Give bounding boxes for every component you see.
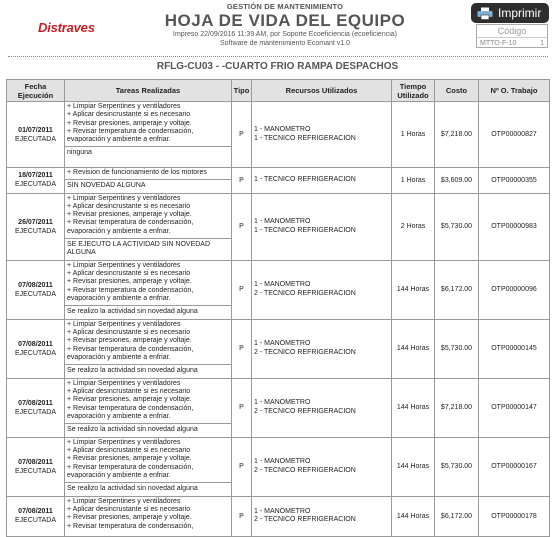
company-logo: Distraves	[38, 20, 95, 35]
table-header-row	[7, 80, 550, 102]
cost-cell: $7,218.00	[435, 378, 479, 437]
resources-cell	[252, 102, 392, 168]
execution-status: EJECUTADA	[14, 290, 57, 298]
work-order-cell: OTP00000167	[479, 437, 550, 496]
task-line: + Revision de funcionamiento de los motores	[67, 169, 207, 176]
task-line: + Revisar temperatura de condensación,	[67, 345, 194, 353]
time-cell: 2 Horas	[392, 193, 435, 260]
resource-line: 1 - MANOMETRO	[254, 218, 311, 226]
execution-status: EJECUTADA	[14, 408, 57, 416]
observation-line: SIN NOVEDAD ALGUNA	[67, 182, 146, 190]
table-row	[7, 260, 550, 319]
task-line: evaporación y ambiente a enfriar.	[67, 227, 171, 235]
task-line: + Revisar temperatura de condensación,	[67, 127, 194, 135]
task-line: + Revisar temperatura de condensación,	[67, 463, 194, 471]
cost-cell: $3,609.00	[435, 168, 479, 194]
report-header	[0, 0, 555, 60]
document-code-box	[476, 24, 548, 48]
col-header-recursos: Recursos Utilizados	[252, 80, 392, 102]
time-cell: 144 Horas	[392, 378, 435, 437]
cost-cell: $6,172.00	[435, 260, 479, 319]
execution-status: EJECUTADA	[14, 181, 57, 189]
printed-info: Impreso 22/09/2016 11:39 AM, por Soporte Ecoeficiencia (ecoeficiencia)	[173, 31, 397, 38]
task-line: + Revisar temperatura de condensación,	[67, 522, 194, 530]
table-row	[7, 319, 550, 378]
resource-line: 2 - TECNICO REFRIGERACION	[254, 407, 356, 415]
observation-line: ninguna	[67, 149, 92, 157]
observation	[65, 482, 231, 494]
work-order-cell: OTP00000096	[479, 260, 550, 319]
execution-date: 18/07/2011	[18, 172, 53, 180]
col-header-tareas: Tareas Realizadas	[65, 80, 232, 102]
task-line: + Revisar presiones, amperaje y voltaje.	[67, 119, 192, 127]
task-line: + Aplicar desincrustante si es necesario	[67, 328, 191, 336]
col-header-tipo: Tipo	[232, 80, 252, 102]
title-block	[150, 2, 420, 48]
table-row	[7, 102, 550, 168]
execution-date: 01/07/2011	[18, 126, 53, 134]
execution-status: EJECUTADA	[14, 517, 57, 525]
print-button-label: Imprimir	[498, 6, 542, 20]
resources-cell	[252, 378, 392, 437]
software-info: Software de mantenimiento Ecomant v1.0	[220, 40, 350, 47]
task-line: + Revisar presiones, amperaje y voltaje.	[67, 396, 192, 404]
cost-cell: $5,730.00	[435, 319, 479, 378]
tipo-cell: P	[232, 496, 252, 536]
observation-line: Se realizo la actividad sin novedad alguna	[67, 367, 198, 375]
col-header-tiempo: Tiempo Utilizado	[392, 80, 435, 102]
task-line: + Limpiar Serpentines y ventiladores	[67, 261, 181, 269]
code-version: 1	[540, 40, 544, 47]
resource-line: 2 - TECNICO REFRIGERACION	[254, 516, 356, 524]
work-order-cell: OTP00000147	[479, 378, 550, 437]
table-row	[7, 168, 550, 194]
task-line: + Aplicar desincrustante si es necesario	[67, 202, 191, 210]
tasks-cell	[65, 193, 232, 260]
execution-status: EJECUTADA	[14, 349, 57, 357]
resources-cell	[252, 193, 392, 260]
execution-date-cell	[7, 437, 65, 496]
cost-cell: $6,172.00	[435, 496, 479, 536]
task-line: + Limpiar Serpentines y ventiladores	[67, 103, 181, 110]
work-order-cell: OTP00000983	[479, 193, 550, 260]
cost-cell: $5,730.00	[435, 193, 479, 260]
execution-date-cell	[7, 260, 65, 319]
code-label: Código	[477, 25, 547, 38]
task-line: + Limpiar Serpentines y ventiladores	[67, 438, 181, 446]
task-line: + Revisar presiones, amperaje y voltaje.	[67, 455, 192, 463]
task-line: + Aplicar desincrustante si es necesario	[67, 446, 191, 454]
table-row	[7, 437, 550, 496]
printer-icon	[477, 7, 493, 20]
task-line: + Revisar presiones, amperaje y voltaje.	[67, 514, 192, 522]
task-line: + Revisar presiones, amperaje y voltaje.	[67, 211, 192, 219]
task-line: + Revisar presiones, amperaje y voltaje.	[67, 337, 192, 345]
tasks-cell	[65, 102, 232, 168]
tasks-cell	[65, 319, 232, 378]
table-row	[7, 378, 550, 437]
tasks-cell	[65, 378, 232, 437]
task-line: evaporación y ambiente a enfriar.	[67, 136, 171, 144]
code-value: MTTO-F-10	[480, 40, 517, 47]
task-line: + Limpiar Serpentines y ventiladores	[67, 320, 181, 328]
work-order-cell: OTP00000145	[479, 319, 550, 378]
observation-line: Se realizo la actividad sin novedad alguna	[67, 308, 198, 316]
observation-line: SE EJECUTO LA ACTIVIDAD SIN NOVEDAD	[67, 241, 211, 249]
execution-date-cell	[7, 102, 65, 168]
execution-date: 07/08/2011	[18, 281, 53, 289]
time-cell: 144 Horas	[392, 319, 435, 378]
execution-status: EJECUTADA	[14, 467, 57, 475]
work-order-cell: OTP00000178	[479, 496, 550, 536]
header-divider	[8, 56, 548, 57]
execution-date: 26/07/2011	[18, 218, 53, 226]
table-row	[7, 193, 550, 260]
execution-date-cell	[7, 496, 65, 536]
cost-cell: $5,730.00	[435, 437, 479, 496]
resource-line: 1 - MANOMETRO	[254, 507, 311, 515]
execution-date-cell	[7, 193, 65, 260]
resource-line: 1 - MANOMETRO	[254, 281, 311, 289]
task-line: evaporación y ambiente a enfriar.	[67, 412, 171, 420]
tasks-cell	[65, 168, 232, 194]
resource-line: 1 - MANOMETRO	[254, 399, 311, 407]
task-line: + Limpiar Serpentines y ventiladores	[67, 379, 181, 387]
print-button[interactable]	[471, 3, 549, 23]
tipo-cell: P	[232, 319, 252, 378]
col-header-ot: Nº O. Trabajo	[479, 80, 550, 102]
resource-line: 1 - TECNICO REFRIGERACION	[254, 176, 356, 184]
time-cell: 144 Horas	[392, 437, 435, 496]
code-values	[477, 38, 547, 49]
cost-cell: $7,218.00	[435, 102, 479, 168]
work-order-cell: OTP00000827	[479, 102, 550, 168]
execution-date: 07/08/2011	[18, 340, 53, 348]
tipo-cell: P	[232, 260, 252, 319]
observation-line: ALGUNA	[67, 249, 96, 257]
resource-line: 1 - TECNICO REFRIGERACION	[254, 134, 356, 142]
resources-cell	[252, 168, 392, 194]
observation	[65, 179, 231, 191]
task-line: evaporación y ambiente a enfriar.	[67, 294, 171, 302]
equipment-title: RFLG-CU03 - -CUARTO FRIO RAMPA DESPACHOS	[156, 61, 399, 72]
task-line: + Revisar temperatura de condensación,	[67, 404, 194, 412]
execution-status: EJECUTADA	[14, 227, 57, 235]
observation-line: Se realizo la actividad sin novedad alguna	[67, 426, 198, 434]
col-header-costo: Costo	[435, 80, 479, 102]
report-subtitle: GESTIÓN DE MANTENIMIENTO	[226, 2, 344, 11]
resource-line: 2 - TECNICO REFRIGERACION	[254, 466, 356, 474]
observation	[65, 238, 231, 259]
resource-line: 1 - TECNICO REFRIGERACION	[254, 226, 356, 234]
task-line: + Revisar temperatura de condensación,	[67, 219, 194, 227]
resource-line: 2 - TECNICO REFRIGERACION	[254, 289, 356, 297]
report-title: HOJA DE VIDA DEL EQUIPO	[164, 11, 406, 30]
observation	[65, 423, 231, 435]
time-cell: 144 Horas	[392, 496, 435, 536]
task-line: + Aplicar desincrustante si es necesario	[67, 387, 191, 395]
task-line: evaporación y ambiente a enfriar.	[67, 471, 171, 479]
task-line: + Aplicar desincrustante si es necesario	[67, 269, 191, 277]
tasks-cell	[65, 496, 232, 536]
time-cell: 144 Horas	[392, 260, 435, 319]
resource-line: 1 - MANOMETRO	[254, 458, 311, 466]
task-line: + Aplicar desincrustante si es necesario	[67, 111, 191, 119]
observation-line: Se realizo la actividad sin novedad alguna	[67, 485, 198, 493]
resources-cell	[252, 437, 392, 496]
time-cell: 1 Horas	[392, 102, 435, 168]
task-line: + Revisar presiones, amperaje y voltaje.	[67, 278, 192, 286]
col-header-fecha: Fecha Ejecución	[7, 80, 65, 102]
execution-status: EJECUTADA	[14, 135, 57, 143]
task-line: + Aplicar desincrustante si es necesario	[67, 505, 191, 513]
observation	[65, 364, 231, 376]
execution-date-cell	[7, 378, 65, 437]
work-order-cell: OTP00000355	[479, 168, 550, 194]
task-line: + Limpiar Serpentines y ventiladores	[67, 194, 181, 202]
table-row	[7, 496, 550, 536]
tasks-cell	[65, 260, 232, 319]
resources-cell	[252, 496, 392, 536]
task-line: + Limpiar Serpentines y ventiladores	[67, 497, 181, 505]
execution-date: 07/08/2011	[18, 399, 53, 407]
resources-cell	[252, 319, 392, 378]
tasks-cell	[65, 437, 232, 496]
tipo-cell: P	[232, 378, 252, 437]
tipo-cell: P	[232, 437, 252, 496]
maintenance-history-table	[6, 79, 550, 537]
resources-cell	[252, 260, 392, 319]
time-cell: 1 Horas	[392, 168, 435, 194]
execution-date-cell	[7, 319, 65, 378]
execution-date: 07/08/2011	[18, 508, 53, 516]
execution-date: 07/08/2011	[18, 458, 53, 466]
tipo-cell: P	[232, 102, 252, 168]
execution-date-cell	[7, 168, 65, 194]
resource-line: 1 - MANOMETRO	[254, 340, 311, 348]
observation	[65, 146, 231, 158]
task-line: + Revisar temperatura de condensación,	[67, 286, 194, 294]
resource-line: 1 - MANOMETRO	[254, 126, 311, 133]
observation	[65, 305, 231, 317]
resource-line: 2 - TECNICO REFRIGERACION	[254, 348, 356, 356]
tipo-cell: P	[232, 193, 252, 260]
task-line: evaporación y ambiente a enfriar.	[67, 353, 171, 361]
tipo-cell: P	[232, 168, 252, 194]
